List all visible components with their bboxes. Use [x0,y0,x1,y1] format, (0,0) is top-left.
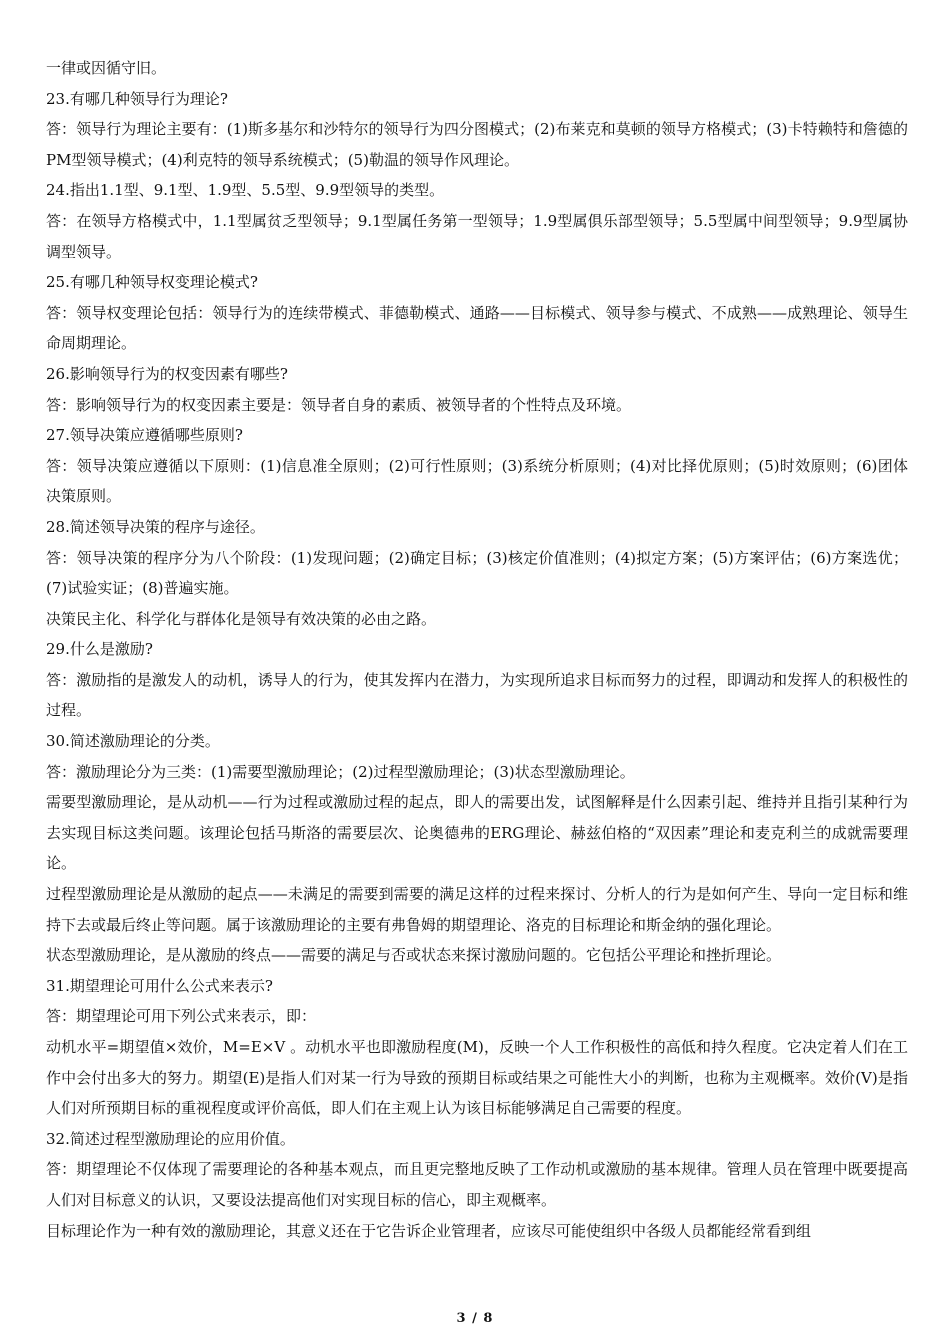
answer-paragraph: 答：领导决策应遵循以下原则：(1)信息准全原则；(2)可行性原则；(3)系统分析原则；(4)对比择优原则；(5)时效原则；(6)团体决策原则。 [46,456,908,506]
question-heading: 32.简述过程型激励理论的应用价值。 [46,1129,295,1148]
question-heading: 24.指出1.1型、9.1型、1.9型、5.5型、9.9型领导的类型。 [46,181,445,200]
paragraph: 状态型激励理论，是从激励的终点——需要的满足与否或状态来探讨激励问题的。它包括公平理论和挫折理论。 [46,946,782,965]
paragraph: 决策民主化、科学化与群体化是领导有效决策的必由之路。 [46,609,437,628]
paragraph: 过程型激励理论是从激励的起点——未满足的需要到需要的满足这样的过程来探讨、分析人的行为是如何产生、导向一定目标和维持下去或最后终止等问题。属于该激励理论的主要有弗鲁姆的期望理论、洛克的目标理论和斯金纳的强化理论。 [46,885,908,934]
answer-paragraph: 答：期望理论可用下列公式来表示，即： [46,1007,317,1026]
question-heading: 27.领导决策应遵循哪些原则? [46,426,243,445]
formula-paragraph: 动机水平=期望值×效价，M=E×V 。动机水平也即激励程度(M)，反映一个人工作积极性的高低和持久程度。它决定着人们在工作中会付出多大的努力。期望(E)是指人们对某一行为导致的预期目标或结果之可能性大小的判断，也称为主观概率。效价(V)是指人们对所预期目标的重视程度或评价高低，即人们在主观上认为该目标能够满足自己需要的程度。 [46,1038,908,1118]
answer-paragraph: 答：领导权变理论包括：领导行为的连续带模式、菲德勒模式、通路——目标模式、领导参与模式、不成熟——成熟理论、领导生命周期理论。 [46,303,908,353]
answer-paragraph: 答：领导决策的程序分为八个阶段：(1)发现问题；(2)确定目标；(3)核定价值准则；(4)拟定方案；(5)方案评估；(6)方案选优；(7)试验实证；(8)普遍实施。 [46,548,908,598]
question-heading: 23.有哪几种领导行为理论? [46,89,228,108]
paragraph: 需要型激励理论，是从动机——行为过程或激励过程的起点，即人的需要出发，试图解释是什么因素引起、维持并且指引某种行为去实现目标这类问题。该理论包括马斯洛的需要层次、论奥德弗的ERG理论、赫兹伯格的“双因素”理论和麦克利兰的成就需要理论。 [46,793,908,873]
answer-paragraph: 答：在领导方格模式中，1.1型属贫乏型领导；9.1型属任务第一型领导；1.9型属俱乐部型领导；5.5型属中间型领导；9.9型属协调型领导。 [46,211,908,261]
question-heading: 30.简述激励理论的分类。 [46,732,220,751]
answer-paragraph: 答：期望理论不仅体现了需要理论的各种基本观点，而且更完整地反映了工作动机或激励的基本规律。管理人员在管理中既要提高人们对目标意义的认识，又要设法提高他们对实现目标的信心，即主观概率。 [46,1160,908,1209]
document-body [46,53,908,1246]
paragraph: 一律或因循守旧。 [46,59,167,77]
answer-paragraph: 答：影响领导行为的权变因素主要是：领导者自身的素质、被领导者的个性特点及环境。 [46,395,632,414]
question-heading: 31.期望理论可用什么公式来表示? [46,976,273,995]
answer-paragraph: 答：激励指的是激发人的动机，诱导人的行为，使其发挥内在潜力，为实现所追求目标而努力的过程，即调动和发挥人的积极性的过程。 [46,670,908,720]
question-heading: 28.简述领导决策的程序与途径。 [46,517,265,536]
answer-paragraph: 答：领导行为理论主要有：(1)斯多基尔和沙特尔的领导行为四分图模式；(2)布莱克和莫顿的领导方格模式；(3)卡特赖特和詹德的PM型领导模式；(4)利克特的领导系统模式；(5)勒温的领导作风理论。 [46,120,908,169]
page-number: 3 / 8 [456,1311,494,1326]
question-heading: 29.什么是激励? [46,640,153,659]
paragraph: 目标理论作为一种有效的激励理论，其意义还在于它告诉企业管理者，应该尽可能使组织中各级人员都能经常看到组 [46,1221,812,1240]
answer-paragraph: 答：激励理论分为三类：(1)需要型激励理论；(2)过程型激励理论；(3)状态型激励理论。 [46,762,635,781]
question-heading: 26.影响领导行为的权变因素有哪些? [46,364,288,383]
question-heading: 25.有哪几种领导权变理论模式? [46,273,258,292]
